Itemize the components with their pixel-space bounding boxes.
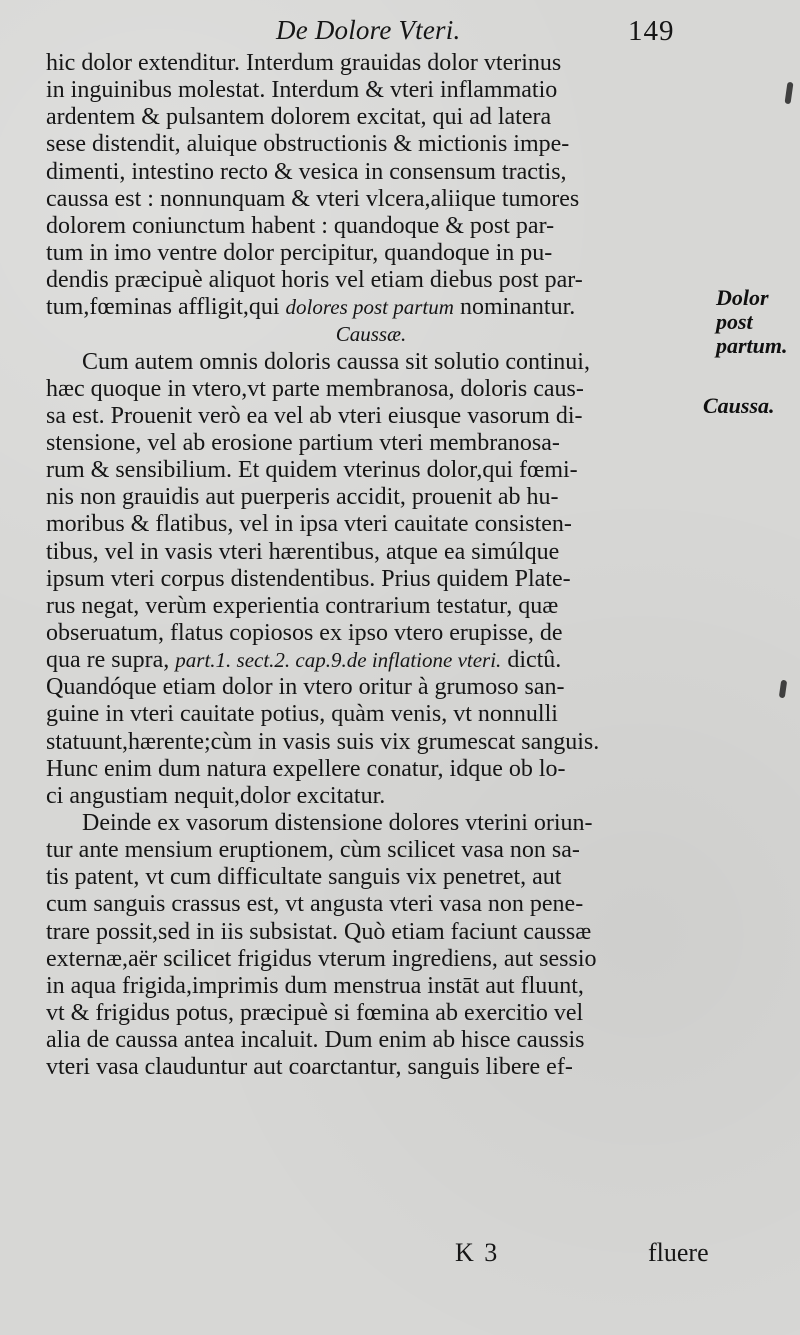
text-line: ipsum vteri corpus distendentibus. Prius quidem Plate- <box>46 565 571 592</box>
text-line: hæc quoque in vtero,vt parte membranosa, doloris caus- <box>46 375 584 402</box>
text-line <box>46 294 696 321</box>
text-line: obseruatum, flatus copiosos ex ipso vtero erupisse, de <box>46 619 563 646</box>
paragraph-start: Deinde ex vasorum distensione dolores vterini oriun- <box>82 809 593 836</box>
text-line: trare possit,sed in iis subsistat. Quò etiam faciunt caussæ <box>46 918 592 945</box>
text-line: ardentem & pulsantem dolorem excitat, qui ad latera <box>46 104 552 131</box>
text-line: nis non grauidis aut puerperis accidit, prouenit ab hu- <box>46 484 559 511</box>
text-line: dendis præcipuè aliquot horis vel etiam diebus post par- <box>46 267 583 294</box>
text-line: tis patent, vt cum difficultate sanguis vix penetret, aut <box>46 864 562 891</box>
text-line: vteri vasa clauduntur aut coarctantur, sanguis libere ef- <box>46 1054 573 1081</box>
page-footer <box>0 1235 800 1275</box>
text-fragment: nominantur. <box>459 294 576 321</box>
margin-note-dolor-post-partum: Dolor post partum. <box>716 285 788 358</box>
text-line: dolorem coniunctum habent : quandoque & post par- <box>46 212 555 239</box>
text-line: moribus & flatibus, vel in ipsa vteri cauitate consisten- <box>46 511 572 538</box>
page-edge-mark <box>779 680 787 699</box>
paragraph-start: Cum autem omnis doloris caussa sit solutio continui, <box>82 348 590 375</box>
text-line: vt & frigidus potus, præcipuè si fœmina ab exercitio vel <box>46 999 584 1026</box>
text-line: ci angustiam nequit,dolor excitatur. <box>46 782 386 809</box>
text-line: rus negat, verùm experientia contrarium testatur, quæ <box>46 592 559 619</box>
text-line: tibus, vel in vasis vteri hærentibus, atque ea simúlque <box>46 538 560 565</box>
text-line: in inguinibus molestat. Interdum & vteri inflammatio <box>46 77 558 104</box>
text-line: externæ,aër scilicet frigidus vterum ingrediens, aut sessio <box>46 945 597 972</box>
page-header <box>0 8 800 48</box>
text-line: sese distendit, aluique obstructionis & mictionis impe- <box>46 131 570 158</box>
text-line: statuunt,hærente;cùm in vasis suis vix grumescat sanguis. <box>46 728 600 755</box>
text-fragment: tum,fœminas affligit,qui <box>46 294 280 321</box>
italic-phrase: dolores post partum <box>285 295 454 320</box>
section-heading: Caussæ. <box>335 322 407 347</box>
running-title: De Dolore Vteri. <box>276 15 461 45</box>
page-edge-mark <box>784 82 793 105</box>
text-fragment: qua re supra, <box>46 647 170 674</box>
catchword: fluere <box>648 1238 709 1267</box>
text-line: guine in vteri cauitate potius, quàm venis, vt nonnulli <box>46 701 558 728</box>
margin-note-caussa: Caussa. <box>703 393 775 418</box>
text-line: in aqua frigida,imprimis dum menstrua instāt aut fluunt, <box>46 972 584 999</box>
text-line: alia de caussa antea incaluit. Dum enim ab hisce caussis <box>46 1027 585 1054</box>
text-fragment: dictû. <box>507 647 562 674</box>
text-line: hic dolor extenditur. Interdum grauidas dolor vterinus <box>46 50 562 76</box>
italic-reference: part.1. sect.2. cap.9.de inflatione vteri. <box>175 648 502 673</box>
main-text-block <box>46 50 696 1081</box>
page-number: 149 <box>628 15 675 47</box>
text-line: Quandóque etiam dolor in vtero oritur à grumoso san- <box>46 674 565 701</box>
text-line <box>46 647 696 674</box>
text-line: cum sanguis crassus est, vt angusta vteri vasa non pene- <box>46 891 584 918</box>
text-line: tur ante mensium eruptionem, cùm scilicet vasa non sa- <box>46 837 580 864</box>
text-line: stensione, vel ab erosione partium vteri membranosa- <box>46 429 560 456</box>
text-line: dimenti, intestino recto & vesica in consensum tractis, <box>46 158 567 185</box>
text-line: Hunc enim dum natura expellere conatur, idque ob lo- <box>46 755 566 782</box>
text-line: caussa est : nonnunquam & vteri vlcera,aliique tumores <box>46 185 580 212</box>
text-line: sa est. Prouenit verò ea vel ab vteri eiusque vasorum di- <box>46 402 583 429</box>
signature-mark: K 3 <box>455 1238 500 1267</box>
text-line: rum & sensibilium. Et quidem vterinus dolor,qui fœmi- <box>46 457 578 484</box>
text-line: tum in imo ventre dolor percipitur, quandoque in pu- <box>46 239 553 266</box>
